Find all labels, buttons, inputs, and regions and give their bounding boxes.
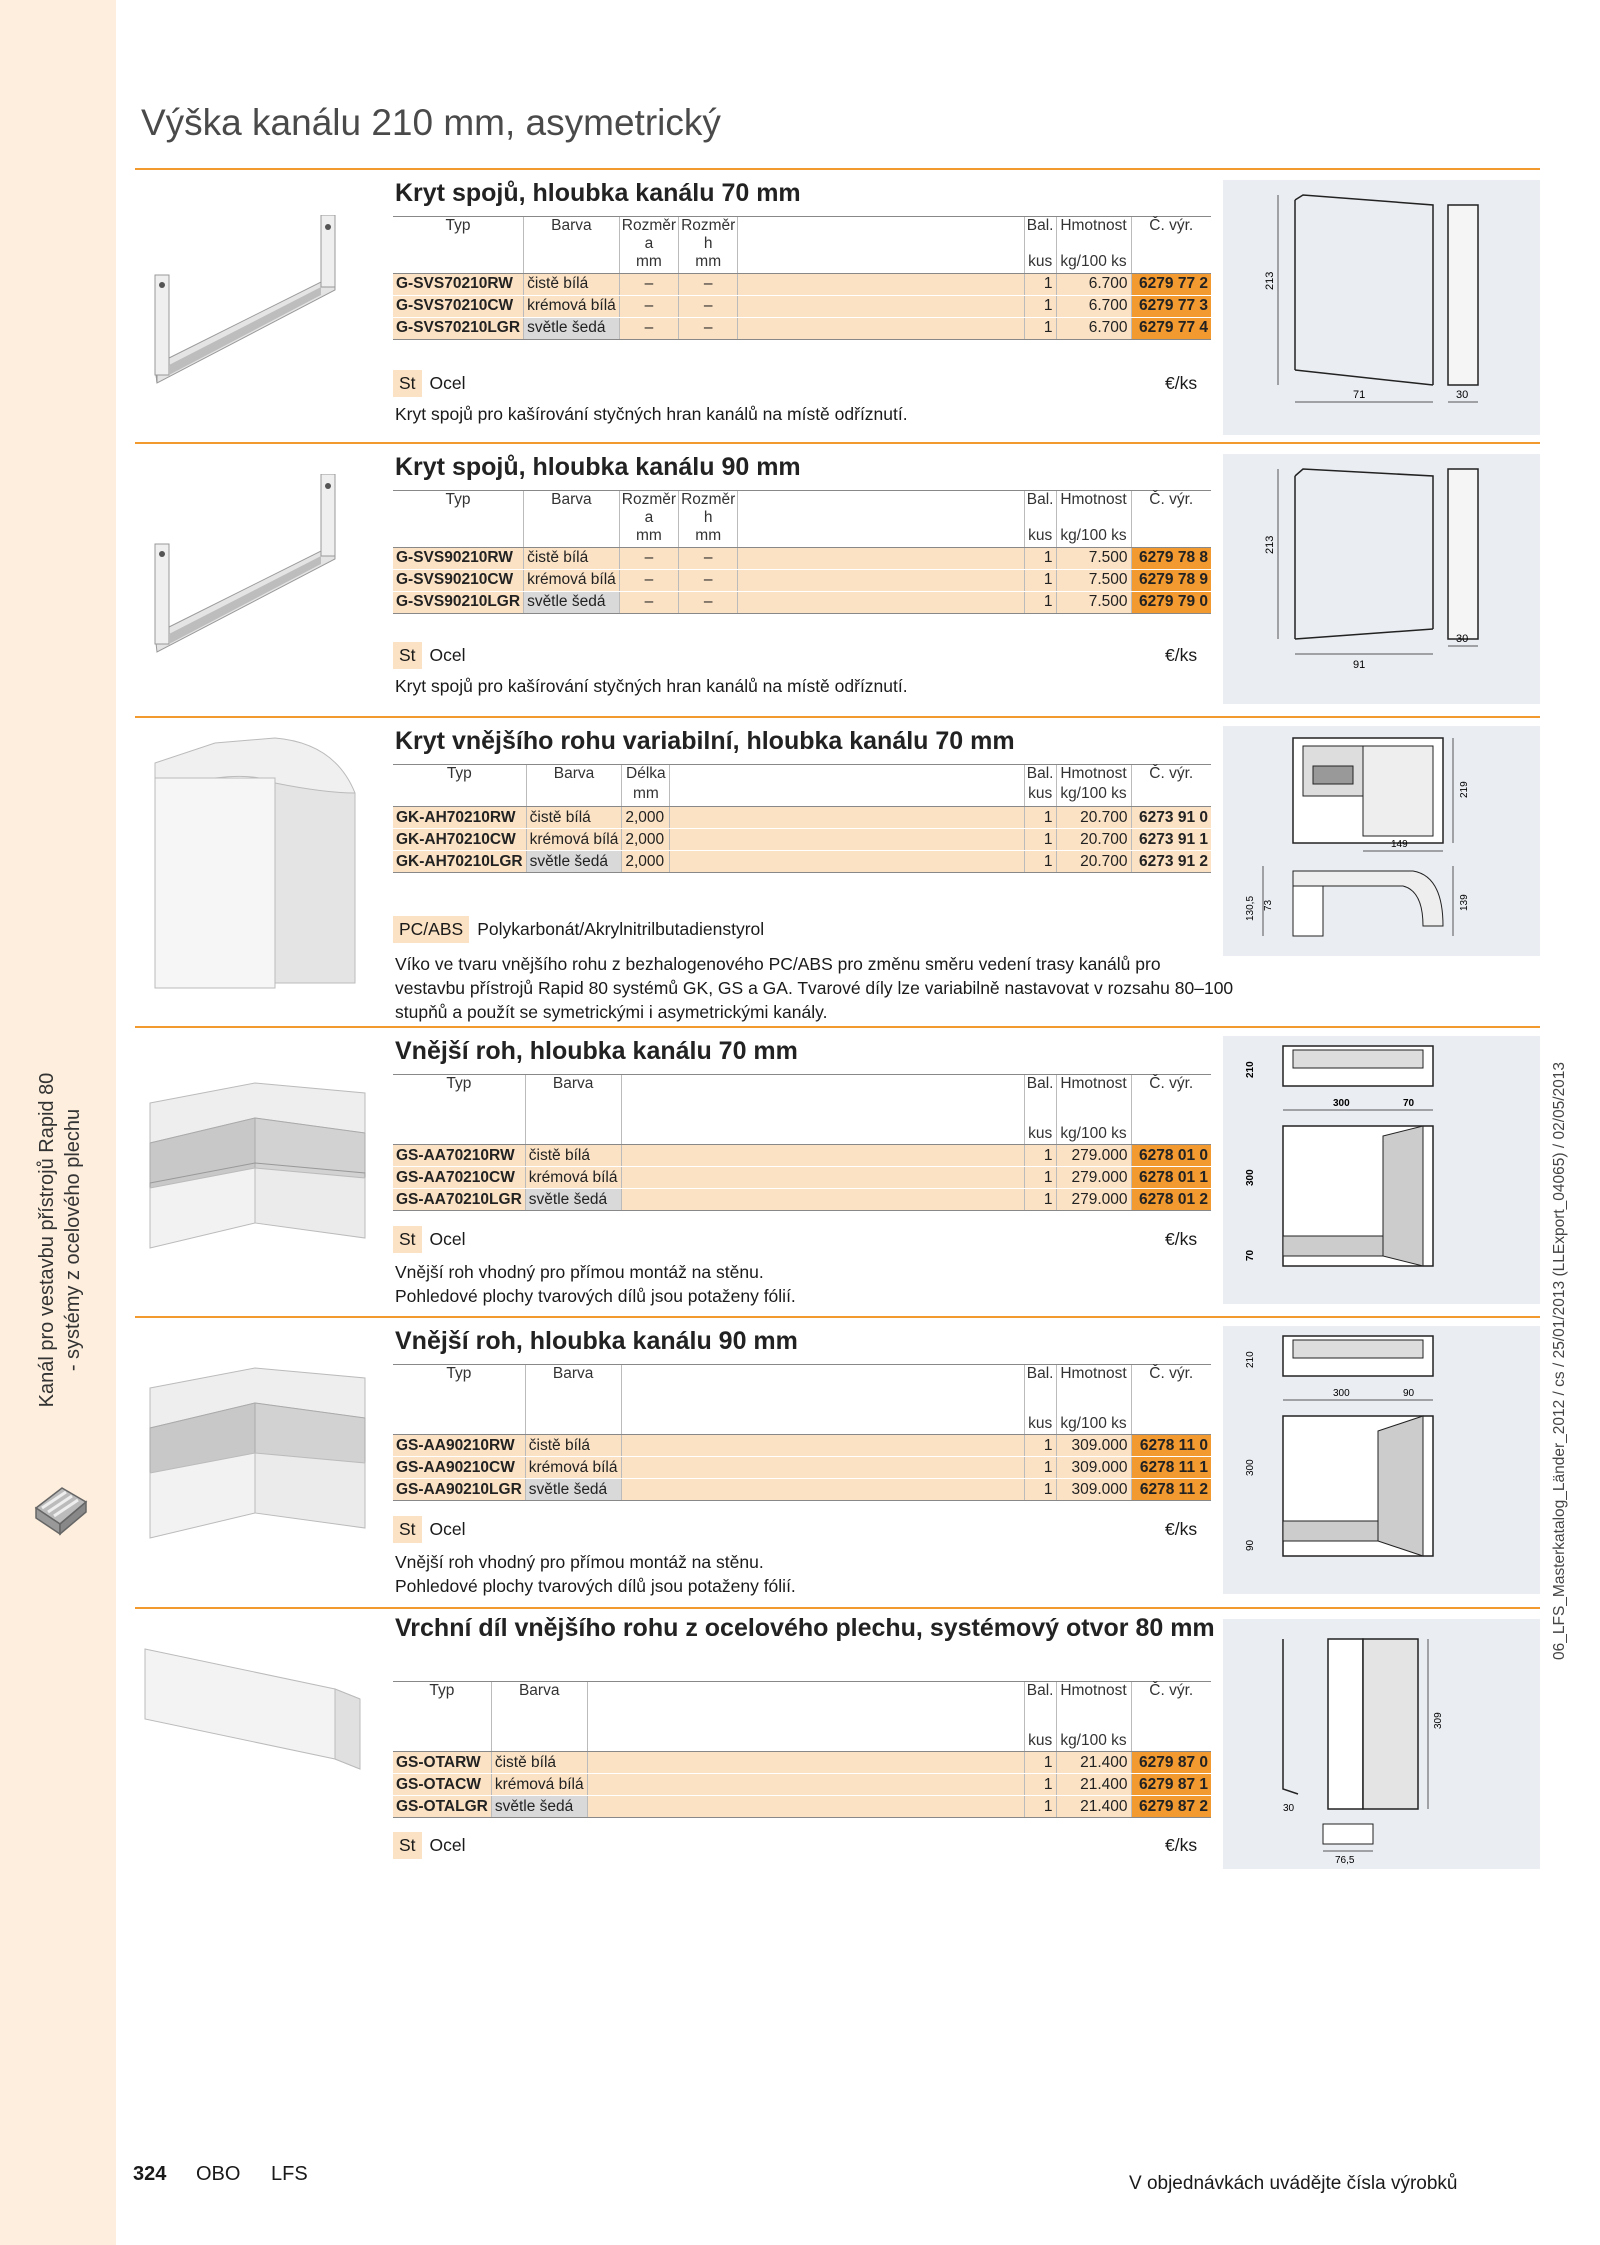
table-row: GS-OTACW krémová bílá 1 21.400 6279 87 1	[393, 1774, 1211, 1796]
col-typ: Typ	[393, 217, 524, 254]
table-row: G-SVS90210RW čistě bílá – – 1 7.500 6279 78 8	[393, 547, 1211, 569]
material: St Ocel	[393, 370, 466, 397]
svg-text:300: 300	[1245, 1459, 1256, 1476]
product-photo	[135, 215, 375, 415]
product-table: Typ Barva Bal. Hmotnost Č. výr. kus kg/100 ks GS-AA90210RW čistě bílá 1 309.000 6278 11 0 GS-AA90210CW krémová bílá 1 309.000 6278 11 1 GS-AA90210LGR světle šedá 1 309.000 6278 11 2	[393, 1364, 1211, 1501]
product-photo	[135, 1639, 375, 1799]
section-outer-corner-70	[135, 1028, 1540, 1318]
material: St Ocel	[393, 642, 466, 669]
svg-text:300: 300	[1333, 1098, 1350, 1109]
table-row: GK-AH70210RW čistě bílá 2,000 1 20.700 6273 91 0	[393, 807, 1211, 829]
price-unit: €/ks	[1165, 1835, 1198, 1855]
price-unit: €/ks	[1165, 1519, 1198, 1539]
svg-text:139: 139	[1459, 894, 1470, 911]
material: St Ocel	[393, 1832, 466, 1859]
product-table: Typ Barva Bal. Hmotnost Č. výr. kus kg/100 ks GS-OTARW čistě bílá 1 21.400 6279 87 0 GS-OTACW krémová bílá 1 21.400 6279 87 1 GS-OTALGR světle šedá 1 21.400 6279 87 2	[393, 1681, 1211, 1818]
section-title: Kryt spojů, hloubka kanálu 70 mm	[395, 179, 801, 207]
material: PC/ABS Polykarbonát/Akrylnitrilbutadienstyrol	[393, 916, 764, 943]
price-unit: €/ks	[1165, 1229, 1198, 1249]
svg-text:90: 90	[1245, 1539, 1256, 1551]
print-metadata: 06_LFS_Masterkatalog_Länder_2012 / cs / 25/01/2013 (LLExport_04065) / 02/05/2013	[1551, 1061, 1568, 1660]
svg-text:30: 30	[1456, 389, 1469, 401]
table-row: GK-AH70210LGR světle šedá 2,000 1 20.700 6273 91 2	[393, 851, 1211, 873]
page-title: Výška kanálu 210 mm, asymetrický	[141, 102, 721, 143]
price-unit: €/ks	[1165, 645, 1198, 665]
svg-text:210: 210	[1245, 1061, 1256, 1078]
section-title: Vnější roh, hloubka kanálu 90 mm	[395, 1327, 798, 1355]
description: Kryt spojů pro kašírování styčných hran kanálů na místě odříznutí.	[395, 404, 908, 424]
table-row: G-SVS70210RW čistě bílá – – 1 6.700 6279 77 2	[393, 273, 1211, 295]
table-row: GS-OTALGR světle šedá 1 21.400 6279 87 2	[393, 1796, 1211, 1818]
svg-text:76,5: 76,5	[1335, 1855, 1355, 1866]
svg-text:309: 309	[1433, 1712, 1444, 1729]
section-joint-cover-70	[135, 170, 1540, 440]
table-row: G-SVS70210LGR světle šedá – – 1 6.700 6279 77 4	[393, 317, 1211, 339]
product-table: Typ Barva Bal. Hmotnost Č. výr. kus kg/100 ks GS-AA70210RW čistě bílá 1 279.000 6278 01 0 GS-AA70210CW krémová bílá 1 279.000 6278 01 1 GS-AA70210LGR světle šedá 1 279.000 6278 01 2	[393, 1074, 1211, 1211]
channel-icon	[32, 1480, 90, 1538]
table-row: GS-AA70210CW krémová bílá 1 279.000 6278 01 1	[393, 1167, 1211, 1189]
svg-text:300: 300	[1245, 1169, 1256, 1186]
section-title: Vrchní díl vnějšího rohu z ocelového plechu, systémový otvor 80 mm	[395, 1614, 1215, 1642]
table-row: GS-AA90210CW krémová bílá 1 309.000 6278 11 1	[393, 1457, 1211, 1479]
material: St Ocel	[393, 1226, 466, 1253]
svg-text:90: 90	[1403, 1388, 1415, 1399]
product-photo	[135, 474, 375, 684]
brand: OBO	[196, 2163, 241, 2185]
table-row: G-SVS90210CW krémová bílá – – 1 7.500 6279 78 9	[393, 569, 1211, 591]
col-barva: Barva	[524, 217, 620, 254]
svg-text:30: 30	[1283, 1803, 1295, 1814]
section-outer-corner-cover	[135, 718, 1540, 1023]
svg-text:130,5: 130,5	[1245, 895, 1256, 921]
svg-text:91: 91	[1353, 659, 1366, 671]
dimension-drawing	[1223, 1326, 1540, 1594]
section-joint-cover-90	[135, 444, 1540, 714]
svg-text:149: 149	[1391, 839, 1408, 850]
material: St Ocel	[393, 1516, 466, 1543]
table-row: GS-AA90210RW čistě bílá 1 309.000 6278 11 0	[393, 1435, 1211, 1457]
dimension-drawing	[1223, 180, 1540, 435]
col-cvyr: Č. výr.	[1131, 217, 1211, 254]
table-row: GS-AA90210LGR světle šedá 1 309.000 6278 11 2	[393, 1479, 1211, 1501]
dimension-drawing	[1223, 454, 1540, 704]
product-table: Typ Barva Délka Bal. Hmotnost Č. výr. mm kus kg/100 ks GK-AH70210RW čistě bílá 2,000 1 20.700 6273 91 0 GK-AH70210CW krémová bílá 2,000 1 20.700 6273 91 1 GK-AH70210LGR světle šedá 2,000 1 20.700 6273 91 2	[393, 764, 1211, 873]
col-bal: Bal.	[1024, 217, 1056, 254]
table-row: GS-AA70210RW čistě bílá 1 279.000 6278 01 0	[393, 1145, 1211, 1167]
section-title: Vnější roh, hloubka kanálu 70 mm	[395, 1037, 798, 1065]
table-row: GK-AH70210CW krémová bílá 2,000 1 20.700 6273 91 1	[393, 829, 1211, 851]
table-row: GS-AA70210LGR světle šedá 1 279.000 6278 01 2	[393, 1189, 1211, 1211]
svg-text:30: 30	[1456, 633, 1469, 645]
table-row: GS-OTARW čistě bílá 1 21.400 6279 87 0	[393, 1752, 1211, 1774]
product-table: Typ Barva Rozměr a Rozměr h Bal. Hmotnost Č. výr. mm mm kus kg/100 ks G-SVS90210RW čistě bílá – – 1 7.500 6279 78 8 G-SVS90210CW krémová bílá – – 1 7.500 6279 78 9 G-SVS90210LGR světle šedá – – 1 7.500 6279 79 0	[393, 490, 1211, 614]
col-rozmer-h: Rozměr h	[679, 217, 738, 254]
svg-text:70: 70	[1245, 1249, 1256, 1261]
svg-text:70: 70	[1403, 1098, 1415, 1109]
division: LFS	[271, 2163, 308, 2185]
product-photo	[135, 733, 375, 993]
table-row: G-SVS70210CW krémová bílá – – 1 6.700 6279 77 3	[393, 295, 1211, 317]
table-row: G-SVS90210LGR světle šedá – – 1 7.500 6279 79 0	[393, 591, 1211, 613]
section-outer-corner-90	[135, 1318, 1540, 1608]
description: Kryt spojů pro kašírování styčných hran kanálů na místě odříznutí.	[395, 676, 908, 696]
page-number: 324	[133, 2163, 167, 2185]
svg-text:71: 71	[1353, 389, 1366, 401]
col-rozmer-a: Rozměr a	[619, 217, 678, 254]
col-hmotnost: Hmotnost	[1056, 217, 1131, 254]
description: Víko ve tvaru vnějšího rohu z bezhalogenového PC/ABS pro změnu směru vedení trasy kanálů pro vestavbu přístrojů Rapid 80 systémů GK, GS a GA. Tvarové díly lze variabilně nastavovat v rozsahu 80–100 stupňů a použít se symetrickými i asymetrickými kanály.	[395, 954, 1234, 1022]
side-text-line-2: - systémy z ocelového plechu	[62, 1108, 84, 1372]
description: Vnější roh vhodný pro přímou montáž na stěnu. Pohledové plochy tvarových dílů jsou potaženy fólií.	[395, 1262, 796, 1306]
product-photo	[135, 1073, 375, 1273]
dimension-drawing	[1223, 1619, 1540, 1869]
price-unit: €/ks	[1165, 373, 1198, 393]
svg-text:73: 73	[1263, 899, 1274, 911]
svg-text:213: 213	[1264, 271, 1276, 290]
svg-text:213: 213	[1264, 535, 1276, 554]
section-title: Kryt spojů, hloubka kanálu 90 mm	[395, 453, 801, 481]
section-title: Kryt vnějšího rohu variabilní, hloubka kanálu 70 mm	[395, 727, 1015, 755]
svg-text:300: 300	[1333, 1388, 1350, 1399]
side-text-line-1: Kanál pro vestavbu přístrojů Rapid 80	[36, 1072, 58, 1408]
product-table: Typ Barva Rozměr a Rozměr h Bal. Hmotnost Č. výr. mm mm kus kg/100 ks G-SVS70210RW čistě bílá – – 1 6.700 6279 77 2 G-SVS70210CW krémová bílá – – 1 6.700 6279 77 3 G-SVS70210LGR světle šedá – – 1 6.700 6279 77 4	[393, 216, 1211, 340]
side-category-text	[34, 1030, 86, 1450]
dimension-drawing	[1223, 1036, 1540, 1304]
dimension-drawing	[1223, 726, 1540, 956]
svg-text:210: 210	[1245, 1351, 1256, 1368]
svg-text:219: 219	[1459, 781, 1470, 798]
section-corner-top-part	[135, 1609, 1540, 1879]
product-photo	[135, 1358, 375, 1568]
order-note: V objednávkách uvádějte čísla výrobků	[1129, 2173, 1458, 2194]
description: Vnější roh vhodný pro přímou montáž na stěnu. Pohledové plochy tvarových dílů jsou potaženy fólií.	[395, 1552, 796, 1596]
